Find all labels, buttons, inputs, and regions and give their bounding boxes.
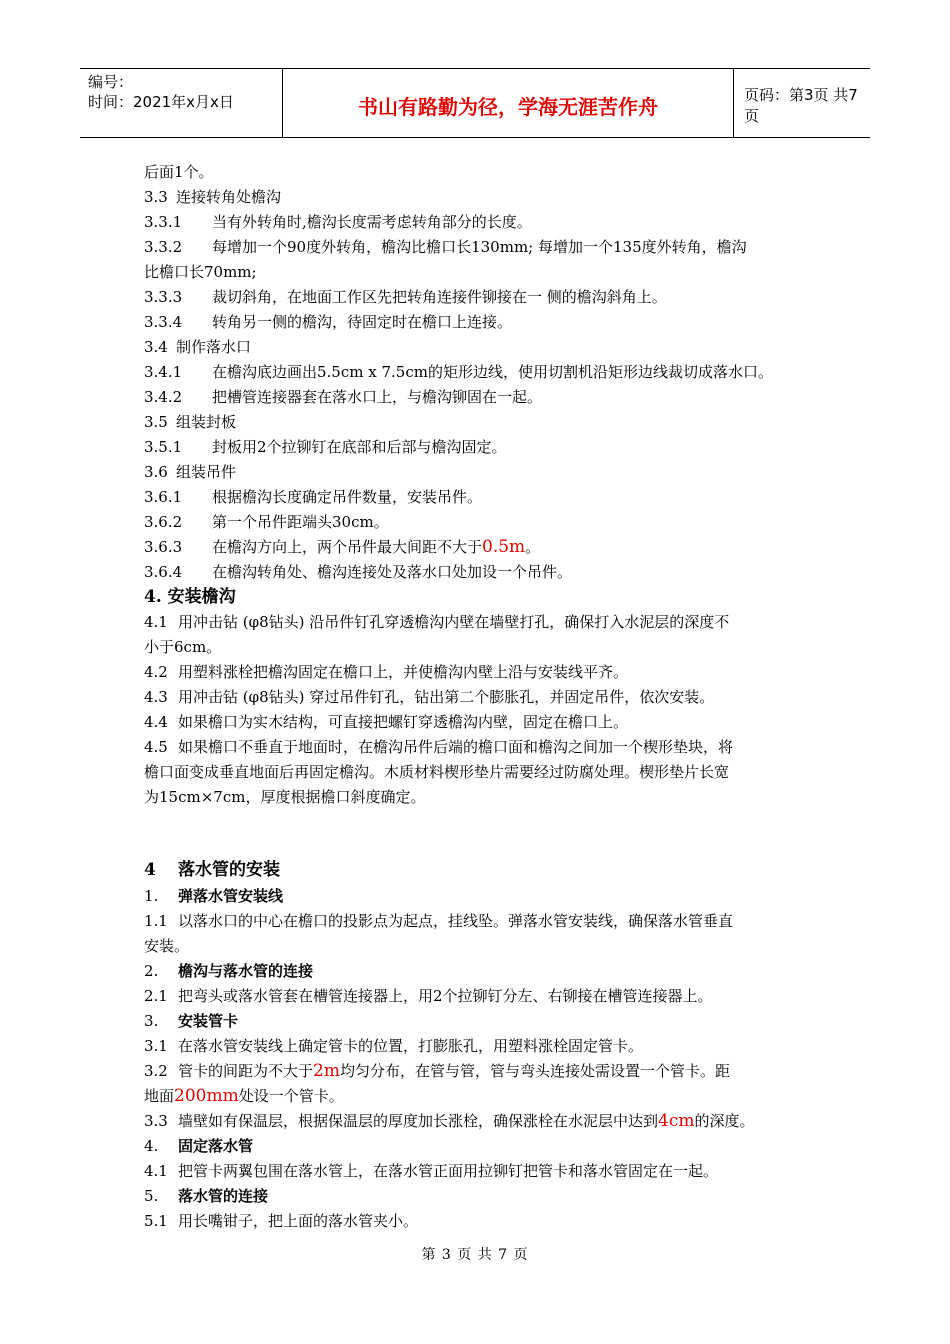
item-3-3-3: 3.3.3 裁切斜角，在地面工作区先把转角连接件铆接在一 侧的檐沟斜角上。 (144, 288, 667, 306)
doc-date: 时间：2021年x月x日 (88, 93, 234, 111)
header-page-number: 页码：第3页 共7页 (744, 86, 858, 125)
item-p2-1: 2.1 把弯头或落水管套在槽管连接器上，用2个拉铆钉分左、右铆接在槽管连接器上。 (144, 987, 713, 1005)
page-footer: 第 3 页 共 7 页 (421, 1247, 529, 1263)
item-3-4-2: 3.4.2 把槽管连接器套在落水口上，与檐沟铆固在一起。 (144, 388, 543, 406)
subheading-1: 1. 弹落水管安装线 (144, 887, 284, 905)
item-4-5-cont2: 为15cm×7cm，厚度根据檐口斜度确定。 (144, 788, 426, 806)
item-3-3-4: 3.3.4 转角另一侧的檐沟，待固定时在檐口上连接。 (144, 313, 513, 331)
section-heading-4-downpipe: 4 落水管的安装 (144, 860, 280, 880)
item-3-6-1: 3.6.1 根据檐沟长度确定吊件数量，安装吊件。 (144, 488, 483, 506)
highlight-value: 200mm (174, 1086, 239, 1106)
item-3-6-3: 3.6.3 在檐沟方向上，两个吊件最大间距不大于0.5m。 (144, 537, 541, 557)
item-3-3-1: 3.3.1 当有外转角时,檐沟长度需考虑转角部分的长度。 (144, 213, 532, 231)
item-p3-1: 3.1 在落水管安装线上确定管卡的位置，打膨胀孔，用塑料涨栓固定管卡。 (144, 1037, 644, 1055)
item-3-3-2: 3.3.2 每增加一个90度外转角，檐沟比檐口长130mm; 每增加一个135度外转角，檐沟 (144, 238, 747, 256)
item-3-6-4: 3.6.4 在檐沟转角处、檐沟连接处及落水口处加设一个吊件。 (144, 563, 573, 581)
section-heading-3-4: 3.4 制作落水口 (144, 338, 252, 356)
item-4-1: 4.1 用冲击钻 (φ8钻头) 沿吊件钉孔穿透檐沟内壁在墙壁打孔，确保打入水泥层的深度不 (144, 613, 730, 631)
item-p1-1-cont: 安装。 (144, 937, 190, 955)
item-3-4-1: 3.4.1 在檐沟底边画出5.5cm x 7.5cm的矩形边线，使用切割机沿矩形边线裁切成落水口。 (144, 363, 773, 381)
item-p3-2-cont: 地面200mm处设一个管卡。 (144, 1086, 344, 1106)
section-heading-3-6: 3.6 组装吊件 (144, 463, 237, 481)
header-motto: 书山有路勤为径，学海无涯苦作舟 (282, 69, 734, 137)
item-4-3: 4.3 用冲击钻 (φ8钻头) 穿过吊件钉孔，钻出第二个膨胀孔，并固定吊件，依次安装。 (144, 688, 715, 706)
subheading-5: 5. 落水管的连接 (144, 1187, 269, 1205)
item-4-2: 4.2 用塑料涨栓把檐沟固定在檐口上，并使檐沟内壁上沿与安装线平齐。 (144, 663, 629, 681)
section-heading-3-3: 3.3 连接转角处檐沟 (144, 188, 282, 206)
subheading-4: 4. 固定落水管 (144, 1137, 254, 1155)
paragraph: 后面1个。 (144, 163, 214, 181)
item-p5-1: 5.1 用长嘴钳子，把上面的落水管夹小。 (144, 1212, 419, 1230)
subheading-3: 3. 安装管卡 (144, 1012, 239, 1030)
subheading-2: 2. 檐沟与落水管的连接 (144, 962, 314, 980)
doc-code: 编号： (88, 73, 134, 91)
item-4-5: 4.5 如果檐口不垂直于地面时，在檐沟吊件后端的檐口面和檐沟之间加一个楔形垫块，将 (144, 738, 734, 756)
item-p1-1: 1.1 以落水口的中心在檐口的投影点为起点，挂线坠。弹落水管安装线，确保落水管垂直 (144, 912, 734, 930)
item-p3-3: 3.3 墙壁如有保温层，根据保温层的厚度加长涨栓，确保涨栓在水泥层中达到4cm的深度。 (144, 1111, 755, 1131)
item-4-5-cont1: 檐口面变成垂直地面后再固定檐沟。木质材料楔形垫片需要经过防腐处理。楔形垫片长宽 (144, 763, 730, 781)
item-3-6-2: 3.6.2 第一个吊件距端头30cm。 (144, 513, 389, 531)
highlight-value: 0.5m (482, 537, 526, 557)
item-3-5-1: 3.5.1 封板用2个拉铆钉在底部和后部与檐沟固定。 (144, 438, 507, 456)
highlight-value: 2m (313, 1061, 340, 1081)
document-body (144, 160, 820, 1234)
highlight-value: 4cm (658, 1111, 695, 1131)
item-4-4: 4.4 如果檐口为实木结构，可直接把螺钉穿透檐沟内壁，固定在檐口上。 (144, 713, 629, 731)
item-3-3-2-cont: 比檐口长70mm; (144, 263, 257, 281)
item-p3-2: 3.2 管卡的间距为不大于2m均匀分布，在管与管，管与弯头连接处需设置一个管卡。距 (144, 1061, 730, 1081)
item-p4-1: 4.1 把管卡两翼包围在落水管上，在落水管正面用拉铆钉把管卡和落水管固定在一起。 (144, 1162, 719, 1180)
item-4-1-cont: 小于6cm。 (144, 638, 222, 656)
header-info (80, 69, 282, 137)
section-heading-4-install-gutter: 4. 安装檐沟 (144, 587, 236, 607)
page-header (80, 68, 870, 138)
section-heading-3-5: 3.5 组装封板 (144, 413, 237, 431)
